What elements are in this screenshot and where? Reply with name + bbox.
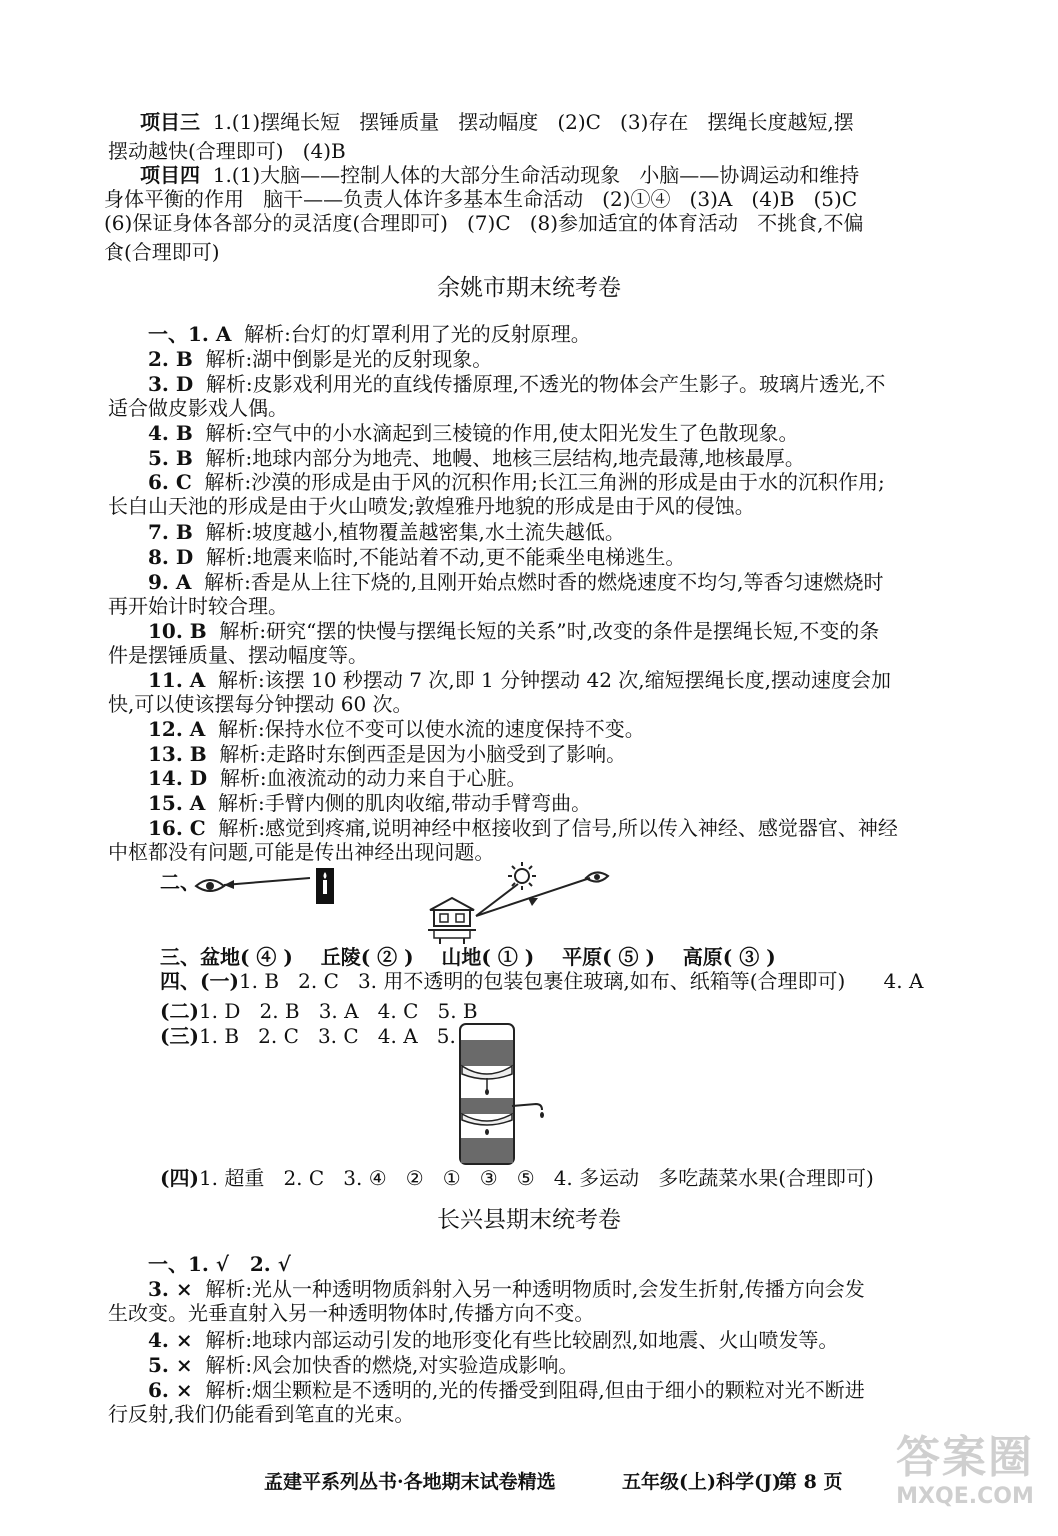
footer-page-number: 第 8 页 [778,1471,843,1493]
eye-icon [196,880,224,891]
s1-line-11: 再开始计时较合理。 [108,594,288,618]
part4-3-line: (三)1. B 2. C 3. C 4. A 5. [160,1024,456,1048]
candle-icon [316,868,334,904]
s1-line-7: 长白山天池的形成是由于火山喷发;敦煌雅丹地貌的形成是由于风的侵蚀。 [108,494,755,518]
s1-line-10: 9. A 解析:香是从上往下烧的,且刚开始点燃时香的燃烧速度不均匀,等香匀速燃烧时 [148,570,884,594]
top-line-5: 食(合理即可) [104,240,220,264]
s1-line-14: 11. A 解析:该摆 10 秒摆动 7 次,即 1 分钟摆动 42 次,缩短摆绳长度,摆动速度会加 [148,668,892,692]
watermark-text: 答案圈 [896,1432,1034,1483]
s2-line-3: 4. × 解析:地球内部运动引发的地形变化有些比较剧烈,如地震、火山喷发等。 [148,1328,839,1352]
top-line-3: 身体平衡的作用 脑干——负责人体许多基本生命活动 (2)①④ (3)A (4)B (5)C [104,187,858,211]
s1-line-3: 适合做皮影戏人偶。 [108,396,288,420]
section-title-yuyao: 余姚市期末统考卷 [437,275,621,301]
reflected-arrow-head [528,898,538,906]
incident-ray-line [476,884,518,916]
top-line-4: (6)保证身体各部分的灵活度(合理即可) (7)C (8)参加适宜的体育活动 不挑食,不偏 [104,211,864,235]
watermark-url: MXQE.COM [896,1484,1034,1509]
s2-line-6: 行反射,我们仍能看到笔直的光束。 [108,1402,415,1426]
footer-grade: 五年级(上)科学(J) [622,1471,781,1493]
s2-line-2: 生改变。光垂直射入另一种透明物体时,传播方向不变。 [108,1301,595,1325]
s1-line-18: 14. D 解析:血液流动的动力来自于心脏。 [148,766,527,790]
s1-line-12: 10. B 解析:研究“摆的快慢与摆绳长短的关系”时,改变的条件是摆绳长短,不变的条 [148,619,880,643]
watermark-logo [890,1432,1040,1522]
s2-line-1: 3. × 解析:光从一种透明物质斜射入另一种透明物质时,会发生折射,传播方向会发 [148,1277,865,1301]
s1-line-9: 8. D 解析:地震来临时,不能站着不动,更不能乘坐电梯逃生。 [148,545,686,569]
top-line-2: 项目四 1.(1)大脑——控制人体的大部分生命活动现象 小脑——协调运动和维持 [140,163,860,187]
reflected-ray-line [476,878,590,916]
arrow-head [224,880,234,889]
s1-line-15: 快,可以使该摆每分钟摆动 60 次。 [108,692,413,716]
part3-line: 三、盆地( ④ ) 丘陵( ② ) 山地( ① ) 平原( ⑤ ) 高原( ③ ) [160,945,776,969]
eye-candle-figure [190,862,340,908]
s1-line-16: 12. A 解析:保持水位不变可以使水流的速度保持不变。 [148,717,645,741]
s1-line-8: 7. B 解析:坡度越小,植物覆盖越密集,水土流失越低。 [148,520,625,544]
s1-line-17: 13. B 解析:走路时东倒西歪是因为小脑受到了影响。 [148,742,627,766]
sun-icon [508,862,536,890]
sun-reflection-figure [418,860,618,946]
part4-4-line: (四)1. 超重 2. C 3. ④ ② ① ③ ⑤ 4. 多运动 多吃蔬菜水果(合理即可) [160,1166,874,1190]
s1-line-13: 件是摆锤质量、摆动幅度等。 [108,643,368,667]
s1-line-1: 2. B 解析:湖中倒影是光的反射现象。 [148,347,493,371]
part4-1-line: 四、(一)1. B 2. C 3. 用不透明的包装包裹住玻璃,如布、纸箱等(合理即可) 4. A [160,969,924,993]
house-icon [428,898,476,944]
s1-line-4: 4. B 解析:空气中的小水滴起到三棱镜的作用,使太阳光发生了色散现象。 [148,421,799,445]
footer-series: 孟建平系列丛书·各地期末试卷精选 [264,1471,556,1493]
water-clock-figure [450,1020,560,1170]
s2-line-4: 5. × 解析:风会加快香的燃烧,对实验造成影响。 [148,1353,579,1377]
top-line-0: 项目三 1.(1)摆绳长短 摆锤质量 摆动幅度 (2)C (3)存在 摆绳长度越短,摆 [140,110,854,134]
part4-2-line: (二)1. D 2. B 3. A 4. C 5. B [160,999,478,1023]
s1-line-0: 一、1. A 解析:台灯的灯罩利用了光的反射原理。 [148,322,591,346]
s1-line-6: 6. C 解析:沙漠的形成是由于风的沉积作用;长江三角洲的形成是由于水的沉积作用; [148,470,885,494]
top-line-1: 摆动越快(合理即可) (4)B [108,139,346,163]
eye-icon-right [586,872,608,881]
s2-line-5: 6. × 解析:烟尘颗粒是不透明的,光的传播受到阻碍,但由于细小的颗粒对光不断进 [148,1378,865,1402]
s2-line-0: 一、1. √ 2. √ [148,1252,291,1276]
light-ray-line [224,878,310,885]
s1-line-21: 中枢都没有问题,可能是传出神经出现问题。 [108,840,495,864]
s1-line-2: 3. D 解析:皮影戏利用光的直线传播原理,不透光的物体会产生影子。玻璃片透光,不 [148,372,886,396]
part2-label: 二、 [160,870,200,894]
s1-line-5: 5. B 解析:地球内部分为地壳、地幔、地核三层结构,地壳最薄,地核最厚。 [148,446,805,470]
s1-line-20: 16. C 解析:感觉到疼痛,说明神经中枢接收到了信号,所以传入神经、感觉器官、神经 [148,816,898,840]
section-title-changxing: 长兴县期末统考卷 [437,1207,621,1233]
s1-line-19: 15. A 解析:手臂内侧的肌肉收缩,带动手臂弯曲。 [148,791,592,815]
